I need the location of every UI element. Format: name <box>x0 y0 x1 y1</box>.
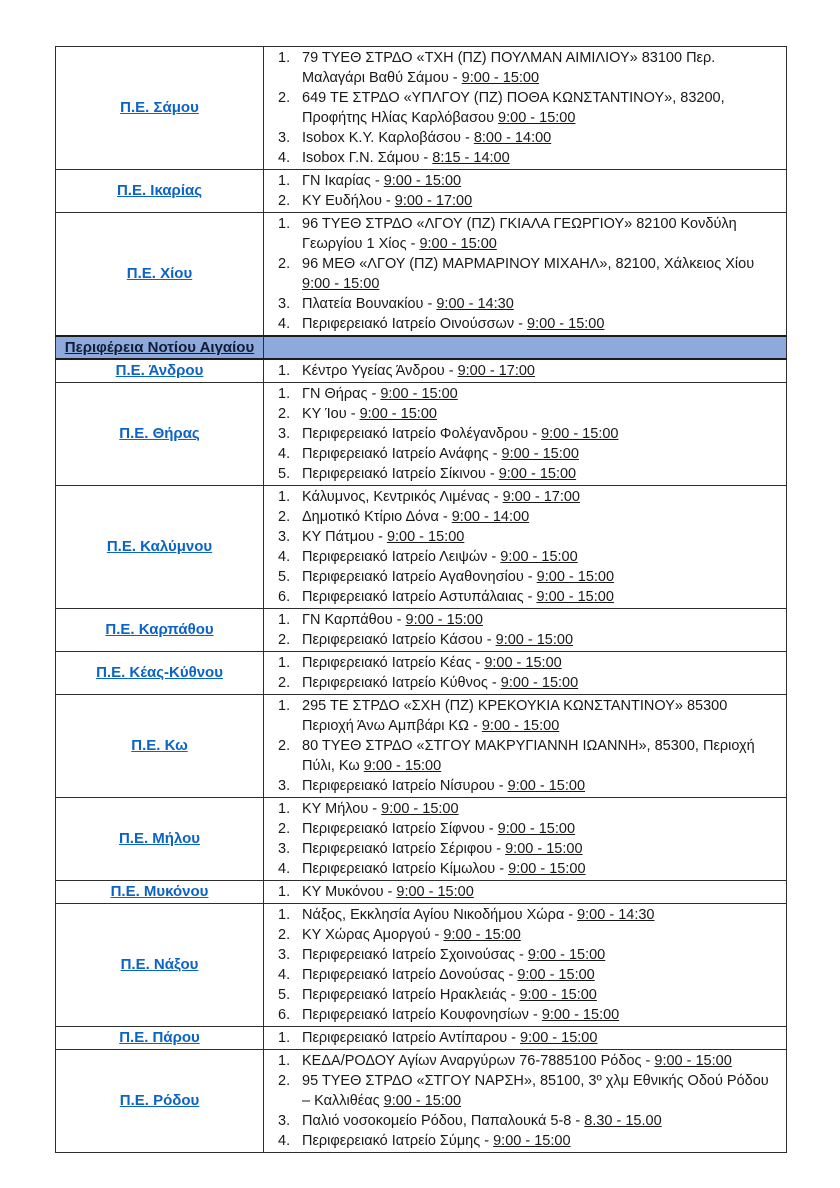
facility-list <box>264 798 786 880</box>
region-link-ko[interactable]: Π.Ε. Κω <box>131 737 188 754</box>
facility-text: 96 ΤΥΕΘ ΣΤΡΔΟ «ΛΓΟΥ (ΠΖ) ΓΚΙΑΛΑ ΓΕΩΡΓΙΟΥ» 82100 Κονδύλη Γεωργίου 1 Χίος - <box>302 216 737 252</box>
facility-text: Κέντρο Υγείας Άνδρου - <box>302 363 458 379</box>
facility-hours: 8:00 - 14:00 <box>473 130 552 146</box>
facility-item <box>264 361 780 381</box>
facility-hours: 9:00 - 15:00 <box>527 947 606 963</box>
facility-list <box>264 486 786 608</box>
facility-list <box>264 652 786 694</box>
facility-text: Περιφερειακό Ιατρείο Κουφονησίων - <box>302 1007 542 1023</box>
region-link-chiou[interactable]: Π.Ε. Χίου <box>126 265 193 282</box>
facility-hours: 9:00 - 15:00 <box>517 967 595 983</box>
facility-hours: 9:00 - 15:00 <box>386 529 465 545</box>
region-link-parou[interactable]: Π.Ε. Πάρου <box>119 1029 200 1046</box>
facility-hours: 9:00 - 17:00 <box>394 193 473 209</box>
facility-hours: 9:00 - 15:00 <box>484 655 562 671</box>
facility-item <box>264 384 780 404</box>
facility-text: Περιφερειακό Ιατρείο Ανάφης - <box>302 446 502 462</box>
health-facilities-table <box>55 46 787 1153</box>
facility-text: Περιφερειακό Ιατρείο Σύμης - <box>302 1133 494 1149</box>
table-row-naxou <box>56 904 787 1027</box>
facility-list <box>264 47 786 169</box>
facility-text: Περιφερειακό Ιατρείο Σίκινου - <box>302 466 499 482</box>
facility-list <box>264 360 786 382</box>
facility-item <box>264 128 780 148</box>
region-link-naxou[interactable]: Π.Ε. Νάξου <box>120 956 199 973</box>
facility-item <box>264 882 780 902</box>
facility-item <box>264 945 780 965</box>
facility-item <box>264 171 780 191</box>
facility-list <box>264 1050 786 1152</box>
facility-item <box>264 1131 780 1151</box>
facility-item <box>264 464 780 484</box>
table-row-milou <box>56 798 787 881</box>
facility-text: Περιφερειακό Ιατρείο Κίμωλου - <box>302 861 509 877</box>
table-row-karpathou <box>56 609 787 652</box>
facility-item <box>264 1028 780 1048</box>
facility-text: 649 ΤΕ ΣΤΡΔΟ «ΥΠΛΓΟΥ (ΠΖ) ΠΟΘΑ ΚΩΝΣΤΑΝΤΙΝΟΥ», 83200, Προφήτης Ηλίας Καρλόβασου <box>302 90 725 126</box>
table-row-chiou <box>56 213 787 337</box>
facility-text: Περιφερειακό Ιατρείο Φολέγανδρου - <box>302 426 542 442</box>
facility-hours: 9:00 - 15:00 <box>481 718 560 734</box>
facility-text: Κάλυμνος, Κεντρικός Λιμένας - <box>302 489 503 505</box>
facility-item <box>264 776 780 796</box>
facility-list <box>264 1027 786 1049</box>
facility-text: Περιφερειακό Ιατρείο Οινούσσων - <box>302 316 528 332</box>
region-link-karpathou[interactable]: Π.Ε. Καρπάθου <box>105 621 214 638</box>
facility-hours: 9:00 - 15:00 <box>541 426 619 442</box>
facility-hours: 9:00 - 15:00 <box>443 927 521 943</box>
facility-text: ΚΥ Ίου - <box>302 406 360 422</box>
region-link-samou[interactable]: Π.Ε. Σάμου <box>120 99 199 116</box>
facility-item <box>264 191 780 211</box>
facility-text: 80 ΤΥΕΘ ΣΤΡΔΟ «ΣΤΓΟΥ ΜΑΚΡΥΓΙΑΝΝΗ ΙΩΑΝΝΗ», 85300, Περιοχή Πύλι, Κω <box>302 738 755 774</box>
facility-item <box>264 404 780 424</box>
facility-item <box>264 859 780 879</box>
section-header-label: Περιφέρεια Νοτίου Αιγαίου <box>64 339 255 356</box>
facility-list <box>264 904 786 1026</box>
facility-item <box>264 294 780 314</box>
facility-text: Δημοτικό Κτίριο Δόνα - <box>302 509 452 525</box>
facility-text: Περιφερειακό Ιατρείο Κάσου - <box>302 632 496 648</box>
facility-text: 95 ΤΥΕΘ ΣΤΡΔΟ «ΣΤΓΟΥ ΝΑΡΣΗ», 85100, 3º χλμ Εθνικής Οδού Ρόδου – Καλλιθέας <box>302 1073 769 1109</box>
facility-text: ΓΝ Καρπάθου - <box>302 612 406 628</box>
region-link-mykonou[interactable]: Π.Ε. Μυκόνου <box>110 883 209 900</box>
facility-text: ΚΥ Ευδήλου - <box>302 193 395 209</box>
facility-hours: 9:00 - 15:00 <box>302 276 380 292</box>
facility-hours: 9:00 - 15:00 <box>508 861 586 877</box>
facility-text: ΓΝ Ικαρίας - <box>302 173 384 189</box>
table-row-ko <box>56 695 787 798</box>
facility-hours: 9:00 - 15:00 <box>536 569 615 585</box>
facility-text: 96 ΜΕΘ «ΛΓΟΥ (ΠΖ) ΜΑΡΜΑΡΙΝΟΥ ΜΙΧΑΗΛ», 82100, Χάλκειος Χίου <box>302 256 755 272</box>
facility-item <box>264 819 780 839</box>
facility-hours: 9:00 - 15:00 <box>519 987 597 1003</box>
region-link-thiras[interactable]: Π.Ε. Θήρας <box>119 425 200 442</box>
facility-list <box>264 881 786 903</box>
table-row-keas-kythnou <box>56 652 787 695</box>
facility-hours: 9:00 - 15:00 <box>507 778 586 794</box>
facility-text: ΚΥ Πάτμου - <box>302 529 387 545</box>
facility-hours: 8:15 - 14:00 <box>432 150 510 166</box>
facility-hours: 9:00 - 15:00 <box>501 446 579 462</box>
facility-text: Περιφερειακό Ιατρείο Νίσυρου - <box>302 778 508 794</box>
facility-item <box>264 214 780 254</box>
facility-hours: 9:00 - 15:00 <box>461 70 540 86</box>
facility-item <box>264 630 780 650</box>
facility-hours: 9:00 - 15:00 <box>383 173 462 189</box>
facility-text: ΚΕΔΑ/ΡΟΔΟΥ Αγίων Αναργύρων 76-7885100 Ρόδος - <box>302 1053 655 1069</box>
table-row-thiras <box>56 383 787 486</box>
facility-hours: 9:00 - 15:00 <box>498 110 576 126</box>
facility-item <box>264 799 780 819</box>
facility-item <box>264 527 780 547</box>
facility-hours: 9:00 - 15:00 <box>363 758 442 774</box>
facility-item <box>264 736 780 776</box>
facility-hours: 9:00 - 15:00 <box>359 406 437 422</box>
facility-item <box>264 314 780 334</box>
facility-item <box>264 88 780 128</box>
table-row-androu <box>56 359 787 383</box>
table-row-kalymnou <box>56 486 787 609</box>
facility-hours: 9:00 - 15:00 <box>405 612 483 628</box>
facility-hours: 9:00 - 17:00 <box>502 489 580 505</box>
facility-item <box>264 696 780 736</box>
region-link-androu[interactable]: Π.Ε. Άνδρου <box>115 362 204 379</box>
facility-list <box>264 213 786 335</box>
facility-item <box>264 925 780 945</box>
facility-text: 295 ΤΕ ΣΤΡΔΟ «ΣΧΗ (ΠΖ) ΚΡΕΚΟΥΚΙΑ ΚΩΝΣΤΑΝΤΙΝΟΥ» 85300 Περιοχή Άνω Αμπβάρι ΚΩ - <box>302 698 728 734</box>
facility-item <box>264 839 780 859</box>
facility-list <box>264 383 786 485</box>
facility-text: Περιφερειακό Ιατρείο Αγαθονησίου - <box>302 569 537 585</box>
facility-hours: 9:00 - 15:00 <box>498 466 577 482</box>
facility-text: ΚΥ Μήλου - <box>302 801 382 817</box>
facility-hours: 9:00 - 15:00 <box>381 801 459 817</box>
facility-item <box>264 587 780 607</box>
table-row-samou <box>56 47 787 170</box>
facility-hours: 9:00 - 15:00 <box>505 841 583 857</box>
facility-list <box>264 695 786 797</box>
facility-item <box>264 673 780 693</box>
facility-item <box>264 507 780 527</box>
facility-hours: 9:00 - 15:00 <box>536 589 614 605</box>
facility-hours: 9:00 - 15:00 <box>541 1007 620 1023</box>
facility-item <box>264 965 780 985</box>
facility-text: Παλιό νοσοκομείο Ρόδου, Παπαλουκά 5-8 - <box>302 1113 585 1129</box>
facility-hours: 9:00 - 15:00 <box>495 632 574 648</box>
facility-text: Περιφερειακό Ιατρείο Σχοινούσας - <box>302 947 528 963</box>
facility-item <box>264 1051 780 1071</box>
facility-list <box>264 170 786 212</box>
region-link-kalymnou[interactable]: Π.Ε. Καλύμνου <box>106 538 213 555</box>
region-link-milou[interactable]: Π.Ε. Μήλου <box>118 830 201 847</box>
table-row-rodou <box>56 1050 787 1153</box>
facility-item <box>264 610 780 630</box>
facility-item <box>264 444 780 464</box>
table-row-parou <box>56 1027 787 1050</box>
facility-text: Περιφερειακό Ιατρείο Ηρακλειάς - <box>302 987 520 1003</box>
facility-item <box>264 653 780 673</box>
facility-hours: 9:00 - 14:30 <box>436 296 514 312</box>
facility-text: Περιφερειακό Ιατρείο Δονούσας - <box>302 967 518 983</box>
facility-item <box>264 905 780 925</box>
facility-hours: 9:00 - 15:00 <box>500 549 578 565</box>
facility-text: Isobox Κ.Υ. Καρλοβάσου - <box>302 130 474 146</box>
facility-item <box>264 148 780 168</box>
facility-text: Νάξος, Εκκλησία Αγίου Νικοδήμου Χώρα - <box>302 907 578 923</box>
facility-hours: 9:00 - 15:00 <box>493 1133 571 1149</box>
facility-hours: 9:00 - 15:00 <box>396 884 474 900</box>
table-row-ikarias <box>56 170 787 213</box>
facility-text: ΚΥ Μυκόνου - <box>302 884 397 900</box>
facility-item <box>264 567 780 587</box>
facility-text: ΚΥ Χώρας Αμοργού - <box>302 927 444 943</box>
facility-text: Πλατεία Βουνακίου - <box>302 296 437 312</box>
facility-item <box>264 487 780 507</box>
facility-hours: 9:00 - 14:30 <box>577 907 655 923</box>
region-link-keas-kythnou[interactable]: Π.Ε. Κέας-Κύθνου <box>96 664 223 681</box>
facility-hours: 8.30 - 15.00 <box>584 1113 662 1129</box>
section-header-row <box>56 336 787 359</box>
facility-item <box>264 547 780 567</box>
facility-item <box>264 48 780 88</box>
facility-hours: 9:00 - 15:00 <box>497 821 576 837</box>
facility-text: Περιφερειακό Ιατρείο Λειψών - <box>302 549 501 565</box>
facility-text: 79 ΤΥΕΘ ΣΤΡΔΟ «ΤΧΗ (ΠΖ) ΠΟΥΛΜΑΝ ΑΙΜΙΛΙΟΥ» 83100 Περ. Μαλαγάρι Βαθύ Σάμου - <box>302 50 716 86</box>
facility-item <box>264 985 780 1005</box>
facility-list <box>264 609 786 651</box>
facility-hours: 9:00 - 15:00 <box>383 1093 462 1109</box>
facility-text: Περιφερειακό Ιατρείο Κύθνος - <box>302 675 501 691</box>
facility-hours: 9:00 - 15:00 <box>380 386 458 402</box>
facility-text: Περιφερειακό Ιατρείο Σέριφου - <box>302 841 506 857</box>
section-header-empty-cell <box>264 336 787 359</box>
facility-item <box>264 1005 780 1025</box>
facility-hours: 9:00 - 15:00 <box>654 1053 732 1069</box>
facility-text: ΓΝ Θήρας - <box>302 386 381 402</box>
region-link-rodou[interactable]: Π.Ε. Ρόδου <box>119 1092 200 1109</box>
facility-item <box>264 1071 780 1111</box>
facility-hours: 9:00 - 17:00 <box>457 363 535 379</box>
facility-text: Περιφερειακό Ιατρείο Κέας - <box>302 655 485 671</box>
table-row-mykonou <box>56 881 787 904</box>
facility-hours: 9:00 - 15:00 <box>527 316 605 332</box>
facility-text: Isobox Γ.Ν. Σάμου - <box>302 150 433 166</box>
facility-item <box>264 1111 780 1131</box>
region-link-ikarias[interactable]: Π.Ε. Ικαρίας <box>116 182 203 199</box>
facility-hours: 9:00 - 15:00 <box>520 1030 598 1046</box>
facility-item <box>264 424 780 444</box>
facility-text: Περιφερειακό Ιατρείο Αντίπαρου - <box>302 1030 521 1046</box>
facility-hours: 9:00 - 15:00 <box>419 236 497 252</box>
facility-hours: 9:00 - 15:00 <box>500 675 579 691</box>
facility-hours: 9:00 - 14:00 <box>451 509 530 525</box>
facility-text: Περιφερειακό Ιατρείο Αστυπάλαιας - <box>302 589 537 605</box>
facility-text: Περιφερειακό Ιατρείο Σίφνου - <box>302 821 498 837</box>
facility-item <box>264 254 780 294</box>
